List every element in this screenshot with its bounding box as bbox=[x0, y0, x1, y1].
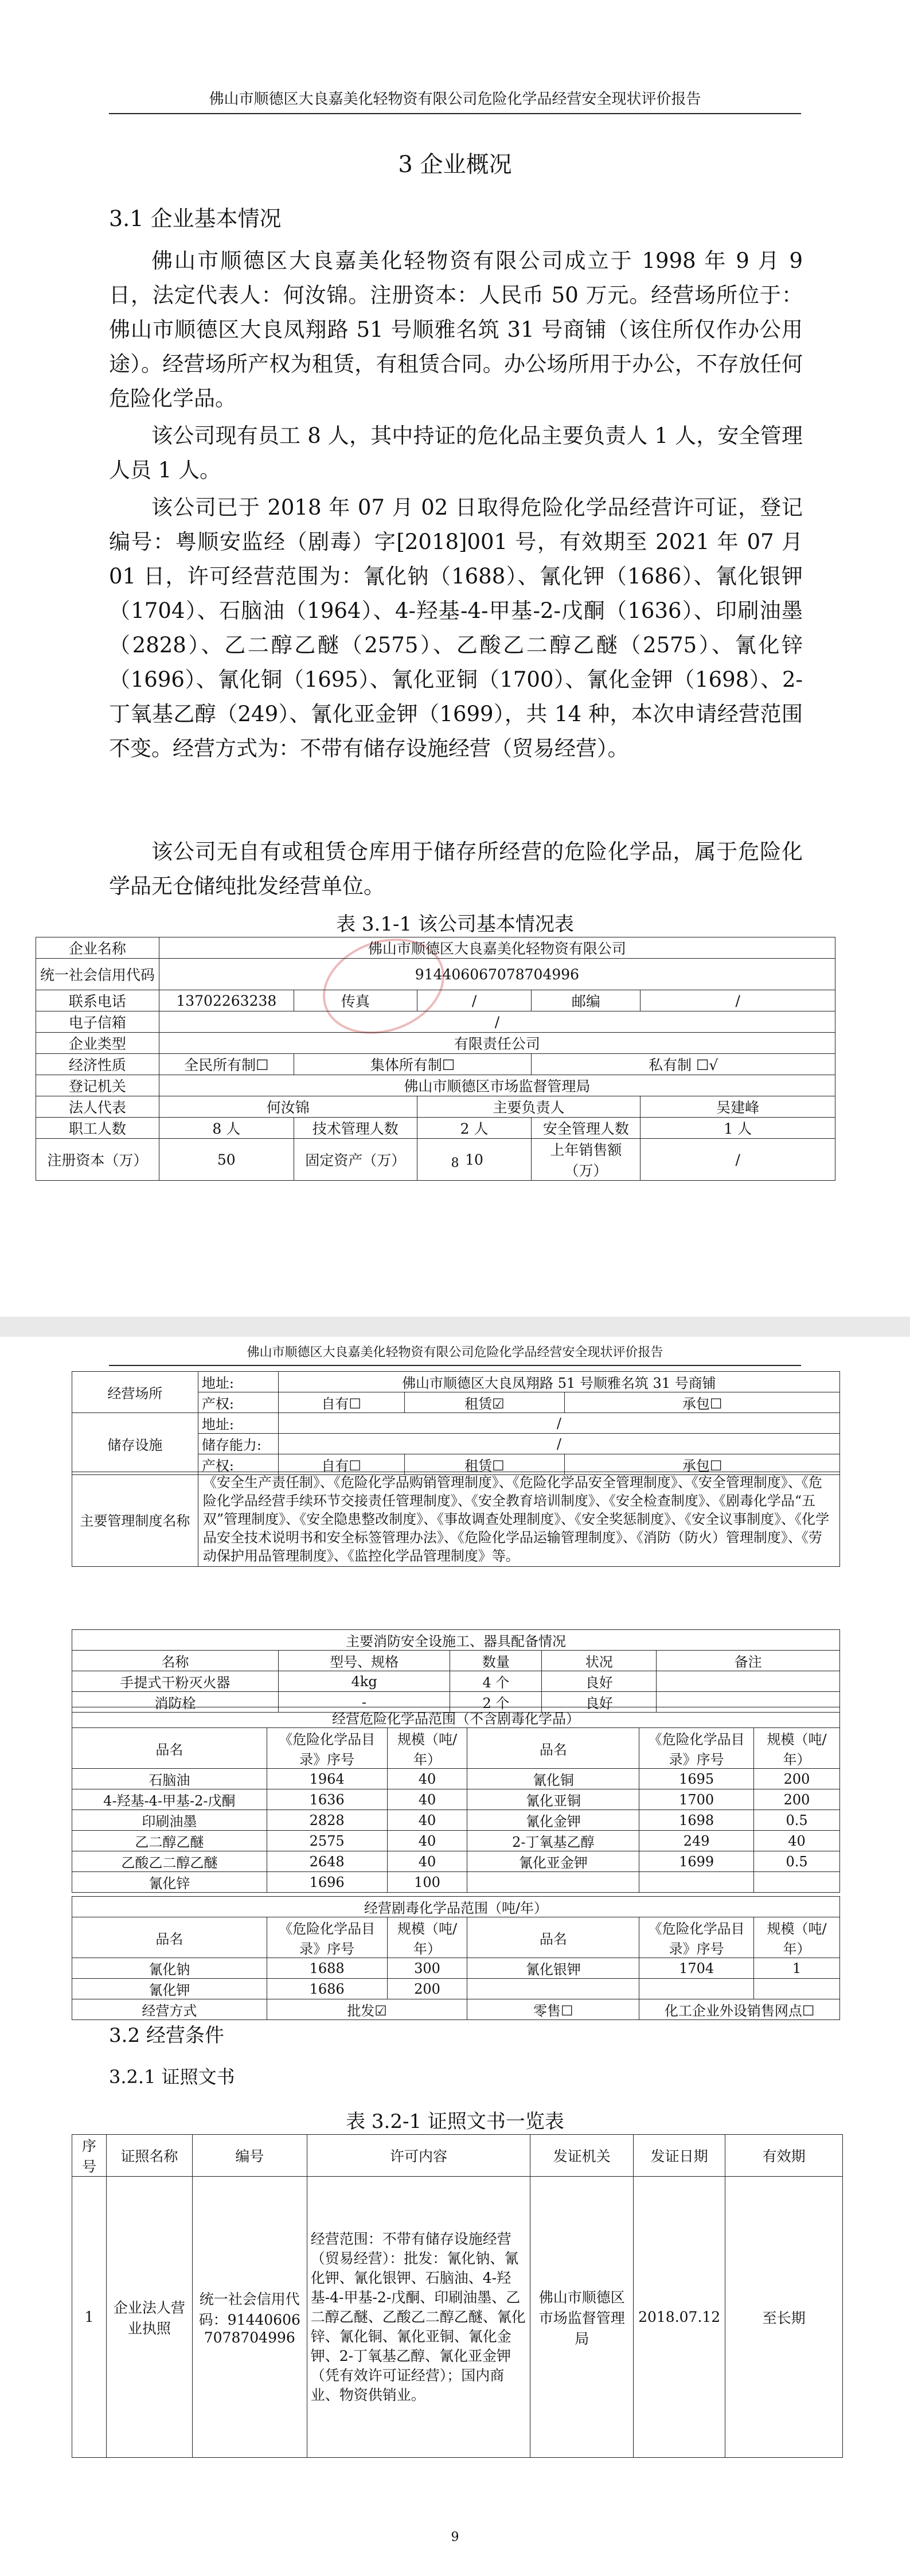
table-row bbox=[72, 1831, 840, 1851]
table-cell bbox=[467, 1872, 639, 1893]
table-cell: 乙二醇乙醚 bbox=[72, 1831, 267, 1851]
table-cell: 1704 bbox=[639, 1958, 754, 1979]
table-row bbox=[36, 937, 835, 959]
cell-value: 2 人 bbox=[417, 1118, 532, 1139]
table-cell: 良好 bbox=[542, 1671, 657, 1692]
cell-label: 职工人数 bbox=[36, 1118, 159, 1139]
table-row bbox=[72, 1979, 840, 1999]
table-cell: 2575 bbox=[267, 1831, 387, 1851]
cell-value: / bbox=[417, 990, 532, 1011]
table-cell: 249 bbox=[639, 1831, 754, 1851]
column-header: 《危险化学品目录》序号 bbox=[639, 1728, 754, 1769]
table-cell: 氰化银钾 bbox=[467, 1958, 639, 1979]
table-cell: 4 个 bbox=[450, 1671, 542, 1692]
table-row bbox=[72, 1958, 840, 1979]
column-header: 品名 bbox=[467, 1917, 639, 1958]
table-cell: 40 bbox=[387, 1810, 467, 1831]
cell-value: 批发☑ bbox=[267, 1999, 467, 2020]
table-cell bbox=[467, 1979, 639, 1999]
table-row bbox=[72, 1897, 840, 1917]
cell-value: / bbox=[640, 990, 835, 1011]
table-cell: 氰化金钾 bbox=[467, 1810, 639, 1831]
cell-value: 何汝锦 bbox=[159, 1096, 417, 1118]
table-caption: 表 3.1-1 该公司基本情况表 bbox=[336, 913, 574, 936]
table-header-row bbox=[72, 1728, 840, 1769]
page-number: 8 bbox=[451, 1156, 459, 1170]
management-table bbox=[72, 1472, 840, 1567]
cell-label: 固定资产（万） bbox=[294, 1139, 417, 1181]
table-row bbox=[72, 1872, 840, 1893]
basic-info-table bbox=[36, 937, 835, 1181]
table-row bbox=[72, 1789, 840, 1810]
cell-value: / bbox=[159, 1011, 835, 1033]
column-header: 型号、规格 bbox=[278, 1651, 450, 1671]
column-header: 品名 bbox=[467, 1728, 639, 1769]
table-cell: 消防栓 bbox=[72, 1692, 279, 1713]
cell-value: 自有☐ bbox=[278, 1454, 404, 1475]
table-cell: 300 bbox=[387, 1958, 467, 1979]
table-cell: 2648 bbox=[267, 1851, 387, 1872]
paragraph-intro: 佛山市顺德区大良嘉美化轻物资有限公司成立于 1998 年 9 月 9 日，法定代表人：何汝锦。注册资本：人民币 50 万元。经营场所位于：佛山市顺德区大良凤翔路 51 号顺雅名筑 31 号商铺（该住所仅作办公用途）。经营场所产权为租赁，有租赁合同。办公场所用于办公，不存放任何危险化学品。 bbox=[109, 248, 803, 411]
cell-label: 主要管理制度名称 bbox=[72, 1472, 198, 1567]
site-table bbox=[72, 1371, 840, 1475]
table-row bbox=[72, 1630, 840, 1651]
cell-value: 承包☐ bbox=[565, 1392, 840, 1413]
table-cell: - bbox=[278, 1692, 450, 1713]
cell-value: 私有制 ☐√ bbox=[532, 1054, 835, 1075]
column-header: 有效期 bbox=[725, 2135, 843, 2177]
table-cell: 200 bbox=[387, 1979, 467, 1999]
cell-label: 电子信箱 bbox=[36, 1011, 159, 1033]
column-header: 名称 bbox=[72, 1651, 279, 1671]
column-header: 《危险化学品目录》序号 bbox=[267, 1917, 387, 1958]
column-header: 《危险化学品目录》序号 bbox=[639, 1917, 754, 1958]
table-row bbox=[36, 1033, 835, 1054]
column-header: 规模（吨/年） bbox=[754, 1917, 840, 1958]
table-header-row bbox=[72, 2135, 843, 2177]
table-cell: 统一社会信用代码：914406067078704996 bbox=[192, 2177, 307, 2458]
table-cell: 100 bbox=[387, 1872, 467, 1893]
table-cell: 石脑油 bbox=[72, 1769, 267, 1789]
cell-label: 地址: bbox=[198, 1372, 278, 1392]
column-header: 规模（吨/年） bbox=[387, 1917, 467, 1958]
cell-value: 吴建峰 bbox=[640, 1096, 835, 1118]
table-cell: 乙酸乙二醇乙醚 bbox=[72, 1851, 267, 1872]
cell-label: 产权: bbox=[198, 1454, 278, 1475]
table-row bbox=[72, 1810, 840, 1831]
table-cell: 200 bbox=[754, 1769, 840, 1789]
column-header: 发证机关 bbox=[530, 2135, 634, 2177]
table-cell: 1695 bbox=[639, 1769, 754, 1789]
table-cell: 氰化钠 bbox=[72, 1958, 267, 1979]
cell-value: 8 人 bbox=[159, 1118, 294, 1139]
table-cell: 氰化亚铜 bbox=[467, 1789, 639, 1810]
cell-value: 《安全生产责任制》、《危险化学品购销管理制度》、《危险化学品安全管理制度》、《安全管理制度》、《危险化学品经营手续环节交接责任管理制度》、《安全教育培训制度》、《安全检查制度》、《剧毒化学品“五双”管理制度》、《安全隐患整改制度》、《事故调查处理制度》、《安全奖惩制度》、《安全议事制度》、《化学品安全技术说明书和安全标签管理办法》、《危险化学品运输管理制度》、《消防（防火）管理制度》、《劳动保护用品管理制度》、《监控化学品管理制度》等。 bbox=[198, 1472, 839, 1567]
paragraph-license: 该公司已于 2018 年 07 月 02 日取得危险化学品经营许可证，登记编号：粤顺安监经（剧毒）字[2018]001 号，有效期至 2021 年 07 月 01 日，许可经营范围为：氰化钠（1688）、氰化钾（1686）、氰化银钾（1704）、石脑油（1964）、4-羟基-4-甲基-2-戊酮（1636）、印刷油墨（2828）、乙二醇乙醚（2575）、乙酸乙二醇乙醚（2575）、氰化锌（1696）、氰化铜（1695）、氰化亚铜（1700）、氰化金钾（1698）、2-丁氧基乙醇（249）、氰化亚金钾（1699），共 14 种，本次申请经营范围不变。经营方式为：不带有储存设施经营（贸易经营）。 bbox=[109, 495, 803, 761]
table-row bbox=[72, 1671, 840, 1692]
cell-value: 自有☐ bbox=[278, 1392, 404, 1413]
cell-value: / bbox=[640, 1139, 835, 1181]
cell-label: 技术管理人数 bbox=[294, 1118, 417, 1139]
cell-label: 企业名称 bbox=[36, 937, 159, 959]
table-row bbox=[36, 990, 835, 1011]
cell-value: 50 bbox=[159, 1139, 294, 1181]
running-header: 佛山市顺德区大良嘉美化轻物资有限公司危险化学品经营安全现状评价报告 bbox=[109, 87, 801, 114]
cell-label: 安全管理人数 bbox=[532, 1118, 640, 1139]
toxic-scope-table bbox=[72, 1896, 840, 2020]
cell-label: 储存能力: bbox=[198, 1434, 278, 1454]
cell-value: 佛山市顺德区市场监督管理局 bbox=[159, 1075, 835, 1096]
column-header: 序号 bbox=[72, 2135, 107, 2177]
cell-label: 储存设施 bbox=[72, 1413, 198, 1475]
column-header: 规模（吨/年） bbox=[754, 1728, 840, 1769]
cell-label: 经营场所 bbox=[72, 1372, 198, 1413]
table-row bbox=[72, 1769, 840, 1789]
table-cell: 1636 bbox=[267, 1789, 387, 1810]
cell-value: 1 人 bbox=[640, 1118, 835, 1139]
cell-value: 全民所有制☐ bbox=[159, 1054, 294, 1075]
table-cell: 2-丁氧基乙醇 bbox=[467, 1831, 639, 1851]
paragraph-warehouse: 该公司无自有或租赁仓库用于储存所经营的危险化学品，属于危险化学品无仓储纯批发经营单位。 bbox=[109, 839, 803, 898]
cell-value: 租赁☐ bbox=[404, 1454, 565, 1475]
table-cell: 1699 bbox=[639, 1851, 754, 1872]
page-number: 9 bbox=[451, 2530, 459, 2544]
cell-value: 13702263238 bbox=[159, 990, 294, 1011]
cell-value: 承包☐ bbox=[565, 1454, 840, 1475]
table-row bbox=[36, 1054, 835, 1075]
table-header-row bbox=[72, 1917, 840, 1958]
table-cell: 经营范围：不带有储存设施经营（贸易经营）：批发：氰化钠、氰化钾、氰化银钾、石脑油、4-羟基-4-甲基-2-戊酮、印刷油墨、乙二醇乙醚、乙酸乙二醇乙醚、氰化锌、氰化铜、氰化亚铜、氰化金钾、2-丁氧基乙醇、氰化亚金钾（凭有效许可证经营）；国内商业、物资供销业。 bbox=[307, 2177, 530, 2458]
table-row bbox=[72, 1372, 840, 1392]
table-cell: 至长期 bbox=[725, 2177, 843, 2458]
cell-value: 有限责任公司 bbox=[159, 1033, 835, 1054]
table-caption: 表 3.2-1 证照文书一览表 bbox=[346, 2110, 564, 2133]
cell-value: 集体所有制☐ bbox=[294, 1054, 532, 1075]
cell-value: 10 bbox=[417, 1139, 532, 1181]
column-header: 品名 bbox=[72, 1728, 267, 1769]
table-cell: 4-羟基-4-甲基-2-戊酮 bbox=[72, 1789, 267, 1810]
column-header: 数量 bbox=[450, 1651, 542, 1671]
cell-label: 经济性质 bbox=[36, 1054, 159, 1075]
table-cell: 氰化钾 bbox=[72, 1979, 267, 1999]
cell-value: 佛山市顺德区大良嘉美化轻物资有限公司 bbox=[159, 937, 835, 959]
table-cell: 企业法人营业执照 bbox=[106, 2177, 192, 2458]
table-row bbox=[72, 1707, 840, 1728]
table-cell: 1688 bbox=[267, 1958, 387, 1979]
table-row bbox=[72, 1999, 840, 2020]
table-row bbox=[36, 1096, 835, 1118]
cell-label: 法人代表 bbox=[36, 1096, 159, 1118]
table-title: 经营剧毒化学品范围（吨/年） bbox=[72, 1897, 840, 1917]
table-cell: 2 个 bbox=[450, 1692, 542, 1713]
table-cell: 1686 bbox=[267, 1979, 387, 1999]
column-header: 状况 bbox=[542, 1651, 657, 1671]
table-cell: 1 bbox=[72, 2177, 107, 2458]
cell-label: 地址: bbox=[198, 1413, 278, 1434]
table-cell bbox=[754, 1979, 840, 1999]
cell-label: 邮编 bbox=[532, 990, 640, 1011]
cell-value: / bbox=[278, 1413, 839, 1434]
column-header: 许可内容 bbox=[307, 2135, 530, 2177]
table-header-row bbox=[72, 1651, 840, 1671]
table-row bbox=[72, 1472, 840, 1567]
paragraph-staff: 该公司现有员工 8 人，其中持证的危化品主要负责人 1 人，安全管理人员 1 人。 bbox=[109, 423, 803, 482]
table-cell bbox=[754, 1872, 840, 1893]
section-title: 3.2 经营条件 bbox=[109, 2024, 224, 2047]
table-cell bbox=[639, 1872, 754, 1893]
cell-label: 统一社会信用代码 bbox=[36, 959, 159, 990]
table-cell: 氰化亚金钾 bbox=[467, 1851, 639, 1872]
table-cell: 4kg bbox=[278, 1671, 450, 1692]
column-header: 规模（吨/年） bbox=[387, 1728, 467, 1769]
cell-label: 注册资本（万） bbox=[36, 1139, 159, 1181]
column-header: 编号 bbox=[192, 2135, 307, 2177]
column-header: 《危险化学品目录》序号 bbox=[267, 1728, 387, 1769]
cell-value: 租赁☑ bbox=[404, 1392, 565, 1413]
cell-value: 佛山市顺德区大良凤翔路 51 号顺雅名筑 31 号商铺 bbox=[278, 1372, 839, 1392]
column-header: 证照名称 bbox=[106, 2135, 192, 2177]
table-cell: 40 bbox=[754, 1831, 840, 1851]
table-row bbox=[36, 959, 835, 990]
cell-label: 主要负责人 bbox=[417, 1096, 640, 1118]
table-cell: 200 bbox=[754, 1789, 840, 1810]
table-cell: 40 bbox=[387, 1789, 467, 1810]
scope-table bbox=[72, 1707, 840, 1893]
column-header: 品名 bbox=[72, 1917, 267, 1958]
table-cell bbox=[639, 1979, 754, 1999]
cell-label: 产权: bbox=[198, 1392, 278, 1413]
table-cell: 40 bbox=[387, 1851, 467, 1872]
table-cell: 40 bbox=[387, 1831, 467, 1851]
cell-label: 经营方式 bbox=[72, 1999, 267, 2020]
table-cell: 手提式干粉灭火器 bbox=[72, 1671, 279, 1692]
subsection-title: 3.2.1 证照文书 bbox=[109, 2066, 235, 2088]
fire-equipment-table bbox=[72, 1629, 840, 1713]
table-cell: 良好 bbox=[542, 1692, 657, 1713]
table-cell: 1696 bbox=[267, 1872, 387, 1893]
running-header: 佛山市顺德区大良嘉美化轻物资有限公司危险化学品经营安全现状评价报告 bbox=[109, 1343, 801, 1366]
cell-value: 914406067078704996 bbox=[159, 959, 835, 990]
chapter-title: 3 企业概况 bbox=[398, 151, 512, 178]
table-cell: 氰化锌 bbox=[72, 1872, 267, 1893]
cell-value: 化工企业外设销售网点☐ bbox=[639, 1999, 840, 2020]
table-row bbox=[36, 1011, 835, 1033]
cell-label: 传真 bbox=[294, 990, 417, 1011]
section-title: 3.1 企业基本情况 bbox=[109, 206, 282, 231]
cell-value: / bbox=[278, 1434, 839, 1454]
cell-label: 登记机关 bbox=[36, 1075, 159, 1096]
table-title: 主要消防安全设施工、器具配备情况 bbox=[72, 1630, 840, 1651]
column-header: 发证日期 bbox=[634, 2135, 725, 2177]
table-cell: 1698 bbox=[639, 1810, 754, 1831]
certificate-table bbox=[72, 2134, 843, 2458]
table-cell: 印刷油墨 bbox=[72, 1810, 267, 1831]
cell-value: 零售☐ bbox=[467, 1999, 639, 2020]
table-cell: 40 bbox=[387, 1769, 467, 1789]
table-cell: 佛山市顺德区市场监督管理局 bbox=[530, 2177, 634, 2458]
table-title: 经营危险化学品范围（不含剧毒化学品） bbox=[72, 1707, 840, 1728]
table-row bbox=[36, 1118, 835, 1139]
table-cell: 1700 bbox=[639, 1789, 754, 1810]
table-cell: 0.5 bbox=[754, 1810, 840, 1831]
table-cell bbox=[657, 1671, 840, 1692]
table-cell: 1 bbox=[754, 1958, 840, 1979]
cell-label: 联系电话 bbox=[36, 990, 159, 1011]
report-page-2 bbox=[0, 1337, 910, 2576]
cell-label: 企业类型 bbox=[36, 1033, 159, 1054]
table-row bbox=[72, 2177, 843, 2458]
table-cell: 氰化铜 bbox=[467, 1769, 639, 1789]
table-cell: 1964 bbox=[267, 1769, 387, 1789]
table-row bbox=[72, 1851, 840, 1872]
table-cell: 2018.07.12 bbox=[634, 2177, 725, 2458]
cell-label: 上年销售额（万） bbox=[532, 1139, 640, 1181]
table-cell: 2828 bbox=[267, 1810, 387, 1831]
column-header: 备注 bbox=[657, 1651, 840, 1671]
table-cell: 0.5 bbox=[754, 1851, 840, 1872]
table-row bbox=[36, 1075, 835, 1096]
table-row bbox=[72, 1413, 840, 1434]
